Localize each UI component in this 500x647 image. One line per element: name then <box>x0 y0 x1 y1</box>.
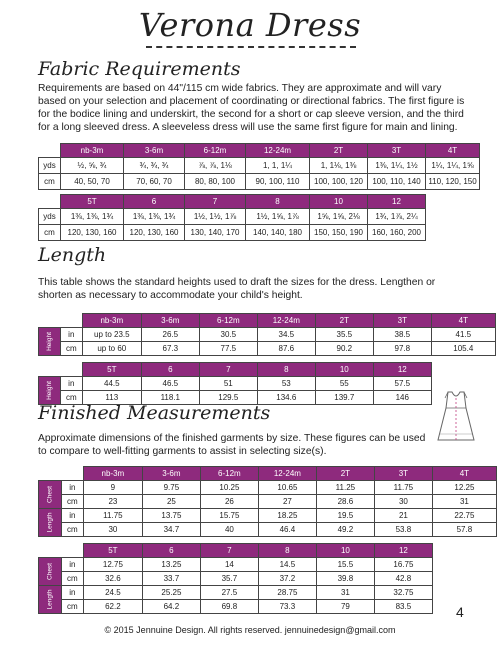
table-cell: 53.8 <box>374 523 432 537</box>
size-header: 6 <box>124 195 185 209</box>
table-cell: 70, 60, 70 <box>124 174 185 190</box>
table-cell: 1, 1, 1¼ <box>246 158 310 174</box>
table-cell: 49.2 <box>316 523 374 537</box>
table-cell: 1, 1⅛, 1⅜ <box>310 158 368 174</box>
table-cell: 77.5 <box>199 342 257 356</box>
table-cell: 24.5 <box>83 586 142 600</box>
table-cell: 40, 50, 70 <box>61 174 124 190</box>
table-cell: 11.75 <box>83 509 142 523</box>
dress-diagram-icon <box>436 390 476 444</box>
size-header: 6-12m <box>199 314 257 328</box>
table-cell: 79 <box>316 600 374 614</box>
table-cell: 13.25 <box>142 558 200 572</box>
size-header: 4T <box>432 467 496 481</box>
table-cell: 97.8 <box>373 342 431 356</box>
table-cell: 33.7 <box>142 572 200 586</box>
unit-label: cm <box>61 600 83 614</box>
table-cell: 14 <box>200 558 258 572</box>
table-cell: 90, 100, 110 <box>246 174 310 190</box>
size-header: 2T <box>315 314 373 328</box>
size-header: 7 <box>185 195 246 209</box>
chest-side-label: Chest <box>39 558 62 586</box>
table-cell: 105.4 <box>431 342 495 356</box>
table-corner <box>39 544 62 558</box>
size-header: 12-24m <box>257 314 315 328</box>
table-cell: 64.2 <box>142 600 200 614</box>
table-cell: 146 <box>373 391 431 405</box>
table-cell: 14.5 <box>258 558 316 572</box>
table-cell: 51 <box>199 377 257 391</box>
table-cell: 140, 140, 180 <box>246 225 310 241</box>
table-cell: 120, 130, 160 <box>124 225 185 241</box>
table-cell: 30.5 <box>199 328 257 342</box>
fabric-table-1 <box>38 143 480 190</box>
table-cell: 27 <box>258 495 316 509</box>
size-header: 8 <box>246 195 310 209</box>
table-cell: 62.2 <box>83 600 142 614</box>
size-header: 5T <box>61 195 124 209</box>
table-cell: ½, ⅝, ¾ <box>61 158 124 174</box>
page-title: Verona Dress <box>138 6 362 44</box>
table-cell: 53 <box>257 377 315 391</box>
unit-label: cm <box>61 523 83 537</box>
table-cell: 118.1 <box>141 391 199 405</box>
size-header: 7 <box>199 363 257 377</box>
table-cell: 42.8 <box>374 572 432 586</box>
size-header: 6 <box>141 363 199 377</box>
table-corner <box>60 363 82 377</box>
table-cell: 1⅜, 1⅜, 1¾ <box>124 209 185 225</box>
row-label: yds <box>39 209 61 225</box>
size-header: nb-3m <box>82 314 141 328</box>
table-cell: 110, 120, 150 <box>426 174 480 190</box>
fabric-table-2 <box>38 194 426 241</box>
row-label: cm <box>39 225 61 241</box>
size-header: 3T <box>373 314 431 328</box>
table-cell: 73.3 <box>258 600 316 614</box>
table-corner <box>60 314 82 328</box>
table-cell: 34.5 <box>257 328 315 342</box>
size-header: 12-24m <box>246 144 310 158</box>
table-corner <box>39 363 61 377</box>
unit-label: in <box>61 558 83 572</box>
table-cell: 41.5 <box>431 328 495 342</box>
table-corner <box>39 144 61 158</box>
table-cell: 30 <box>374 495 432 509</box>
size-header: nb-3m <box>83 467 142 481</box>
table-cell: 9 <box>83 481 142 495</box>
unit-label: in <box>60 377 82 391</box>
table-cell: 100, 110, 140 <box>368 174 426 190</box>
fabric-paragraph: Requirements are based on 44"/115 cm wide fabrics. They are approximate and will vary based on your selection and placement of coordinating or directional fabrics. The first figure is for the bodice lining and underskirt, the second for a short or cap sleeve version, and the third for a long sleeved dress. A sleeveless dress will use the same first figure for main and lining. <box>38 83 465 133</box>
unit-label: in <box>61 481 83 495</box>
table-corner <box>39 195 61 209</box>
table-cell: 35.7 <box>200 572 258 586</box>
table-cell: 37.2 <box>258 572 316 586</box>
length-heading: Length <box>38 244 107 266</box>
table-cell: 139.7 <box>315 391 373 405</box>
table-cell: 18.25 <box>258 509 316 523</box>
size-header: 3-6m <box>124 144 185 158</box>
table-cell: 10.65 <box>258 481 316 495</box>
table-cell: 19.5 <box>316 509 374 523</box>
table-cell: 55 <box>315 377 373 391</box>
table-cell: 22.75 <box>432 509 496 523</box>
table-cell: 100, 100, 120 <box>310 174 368 190</box>
table-cell: 129.5 <box>199 391 257 405</box>
size-header: 7 <box>200 544 258 558</box>
table-cell: 10.25 <box>200 481 258 495</box>
table-cell: ¾, ¾, ¾ <box>124 158 185 174</box>
unit-label: in <box>61 586 83 600</box>
size-header: nb-3m <box>61 144 124 158</box>
table-cell: 46.5 <box>141 377 199 391</box>
length-table-2 <box>38 362 432 405</box>
table-cell: 35.5 <box>315 328 373 342</box>
size-header: 12-24m <box>258 467 316 481</box>
table-cell: 26 <box>200 495 258 509</box>
size-header: 6 <box>142 544 200 558</box>
row-label: yds <box>39 158 61 174</box>
size-header: 6-12m <box>200 467 258 481</box>
size-header: 2T <box>316 467 374 481</box>
table-cell: 40 <box>200 523 258 537</box>
table-cell: 12.25 <box>432 481 496 495</box>
table-cell: 11.25 <box>316 481 374 495</box>
table-cell: 1½, 1½, 1⅞ <box>185 209 246 225</box>
table-cell: 113 <box>82 391 141 405</box>
table-cell: 80, 80, 100 <box>185 174 246 190</box>
table-corner <box>39 314 61 328</box>
table-cell: 21 <box>374 509 432 523</box>
size-header: 10 <box>315 363 373 377</box>
length-side-label: Length <box>39 509 62 537</box>
table-cell: 9.75 <box>142 481 200 495</box>
table-cell: 134.6 <box>257 391 315 405</box>
chest-side-label: Chest <box>39 481 62 509</box>
size-header: 6-12m <box>185 144 246 158</box>
table-cell: 15.5 <box>316 558 374 572</box>
height-side-label: Height <box>39 328 61 356</box>
unit-label: cm <box>61 495 83 509</box>
unit-label: cm <box>60 342 82 356</box>
table-cell: 13.75 <box>142 509 200 523</box>
unit-label: in <box>60 328 82 342</box>
table-cell: 16.75 <box>374 558 432 572</box>
size-header: 4T <box>431 314 495 328</box>
table-cell: 87.6 <box>257 342 315 356</box>
table-cell: 1⅜, 1¼, 1½ <box>368 158 426 174</box>
title-divider <box>146 46 356 48</box>
table-cell: 120, 130, 160 <box>61 225 124 241</box>
table-cell: 26.5 <box>141 328 199 342</box>
table-cell: 57.5 <box>373 377 431 391</box>
table-cell: 67.3 <box>141 342 199 356</box>
size-header: 2T <box>310 144 368 158</box>
table-cell: 1¾, 1⅞, 2¼ <box>368 209 426 225</box>
row-label: cm <box>39 174 61 190</box>
table-cell: 31 <box>432 495 496 509</box>
size-header: 5T <box>82 363 141 377</box>
table-corner <box>39 467 62 481</box>
length-side-label: Length <box>39 586 62 614</box>
table-cell: 46.4 <box>258 523 316 537</box>
table-cell: 23 <box>83 495 142 509</box>
table-cell: 39.8 <box>316 572 374 586</box>
unit-label: in <box>61 509 83 523</box>
table-cell: 31 <box>316 586 374 600</box>
table-cell: 1½, 1⅝, 1⅞ <box>246 209 310 225</box>
page-number: 4 <box>456 604 464 620</box>
table-cell: 12.75 <box>83 558 142 572</box>
table-cell: 90.2 <box>315 342 373 356</box>
table-cell: 34.7 <box>142 523 200 537</box>
size-header: 3T <box>368 144 426 158</box>
size-header: 10 <box>316 544 374 558</box>
table-cell: up to 60 <box>82 342 141 356</box>
length-table-1 <box>38 313 496 356</box>
table-cell: 15.75 <box>200 509 258 523</box>
size-header: 12 <box>374 544 432 558</box>
table-cell: 130, 140, 170 <box>185 225 246 241</box>
table-cell: up to 23.5 <box>82 328 141 342</box>
table-cell: 44.5 <box>82 377 141 391</box>
table-cell: 160, 160, 200 <box>368 225 426 241</box>
table-corner <box>61 467 83 481</box>
table-cell: 150, 150, 190 <box>310 225 368 241</box>
size-header: 4T <box>426 144 480 158</box>
table-cell: 25.25 <box>142 586 200 600</box>
table-cell: 1⅝, 1⅝, 2⅛ <box>310 209 368 225</box>
finished-paragraph: Approximate dimensions of the finished garments by size. These figures can be used to compare to well-fitting garments to assist in selecting size(s). <box>38 433 426 457</box>
size-header: 3-6m <box>141 314 199 328</box>
size-header: 12 <box>373 363 431 377</box>
table-cell: 83.5 <box>374 600 432 614</box>
size-header: 10 <box>310 195 368 209</box>
size-header: 8 <box>257 363 315 377</box>
footer-text: © 2015 Jennuine Design. All rights reserved. jennuinedesign@gmail.com <box>104 625 396 635</box>
table-cell: 28.75 <box>258 586 316 600</box>
length-paragraph: This table shows the standard heights used to draft the sizes for the dress. Lengthen or shorten as necessary to accommodate your child's height. <box>38 277 436 301</box>
size-header: 3T <box>374 467 432 481</box>
table-cell: 38.5 <box>373 328 431 342</box>
table-cell: 30 <box>83 523 142 537</box>
size-header: 5T <box>83 544 142 558</box>
table-cell: 11.75 <box>374 481 432 495</box>
size-header: 3-6m <box>142 467 200 481</box>
table-corner <box>61 544 83 558</box>
table-cell: 1¼, 1¼, 1⅝ <box>426 158 480 174</box>
fabric-heading: Fabric Requirements <box>38 58 241 80</box>
table-cell: 28.6 <box>316 495 374 509</box>
table-cell: ⅞, ⅞, 1⅛ <box>185 158 246 174</box>
unit-label: cm <box>60 391 82 405</box>
size-header: 12 <box>368 195 426 209</box>
finished-table-2 <box>38 543 433 614</box>
unit-label: cm <box>61 572 83 586</box>
height-side-label: Height <box>39 377 61 405</box>
finished-heading: Finished Measurements <box>38 402 271 424</box>
table-cell: 57.8 <box>432 523 496 537</box>
table-cell: 32.75 <box>374 586 432 600</box>
finished-table-1 <box>38 466 497 537</box>
table-cell: 69.8 <box>200 600 258 614</box>
table-cell: 1⅜, 1⅜, 1¾ <box>61 209 124 225</box>
table-cell: 27.5 <box>200 586 258 600</box>
table-cell: 32.6 <box>83 572 142 586</box>
table-cell: 25 <box>142 495 200 509</box>
size-header: 8 <box>258 544 316 558</box>
